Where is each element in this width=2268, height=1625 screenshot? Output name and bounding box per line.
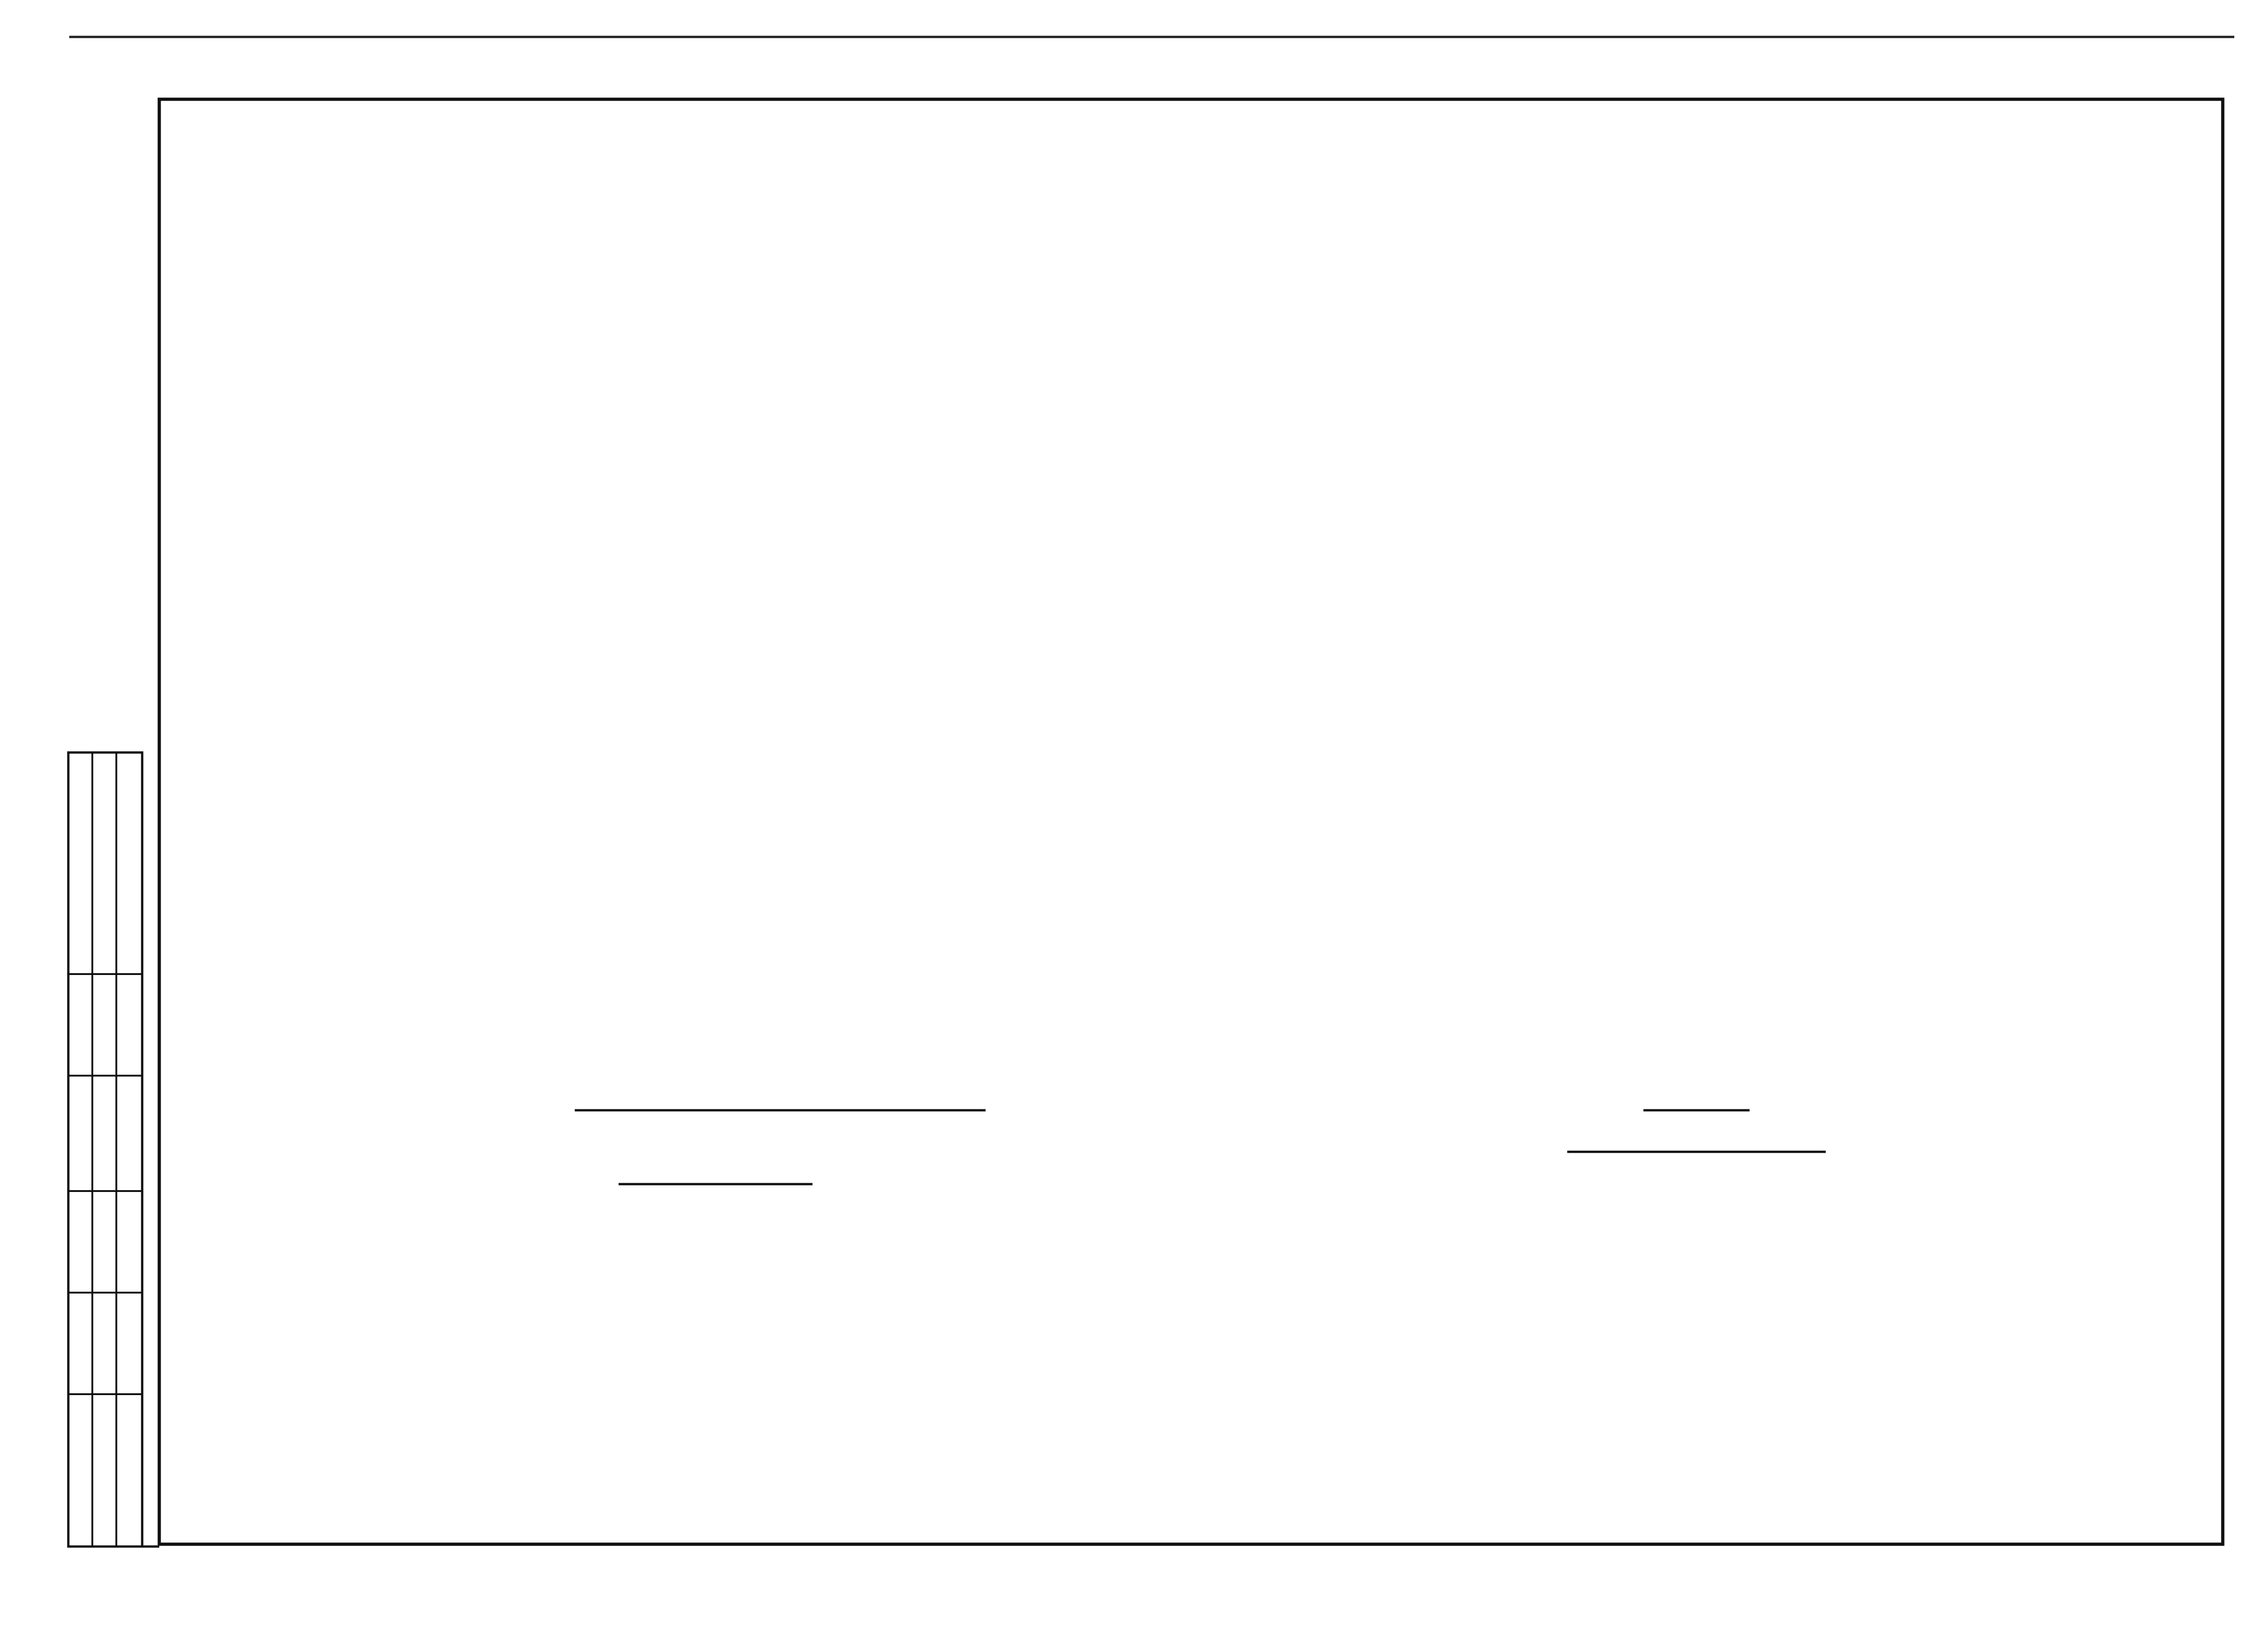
sheet-border xyxy=(159,99,2223,1544)
title-stamp xyxy=(68,752,142,1547)
